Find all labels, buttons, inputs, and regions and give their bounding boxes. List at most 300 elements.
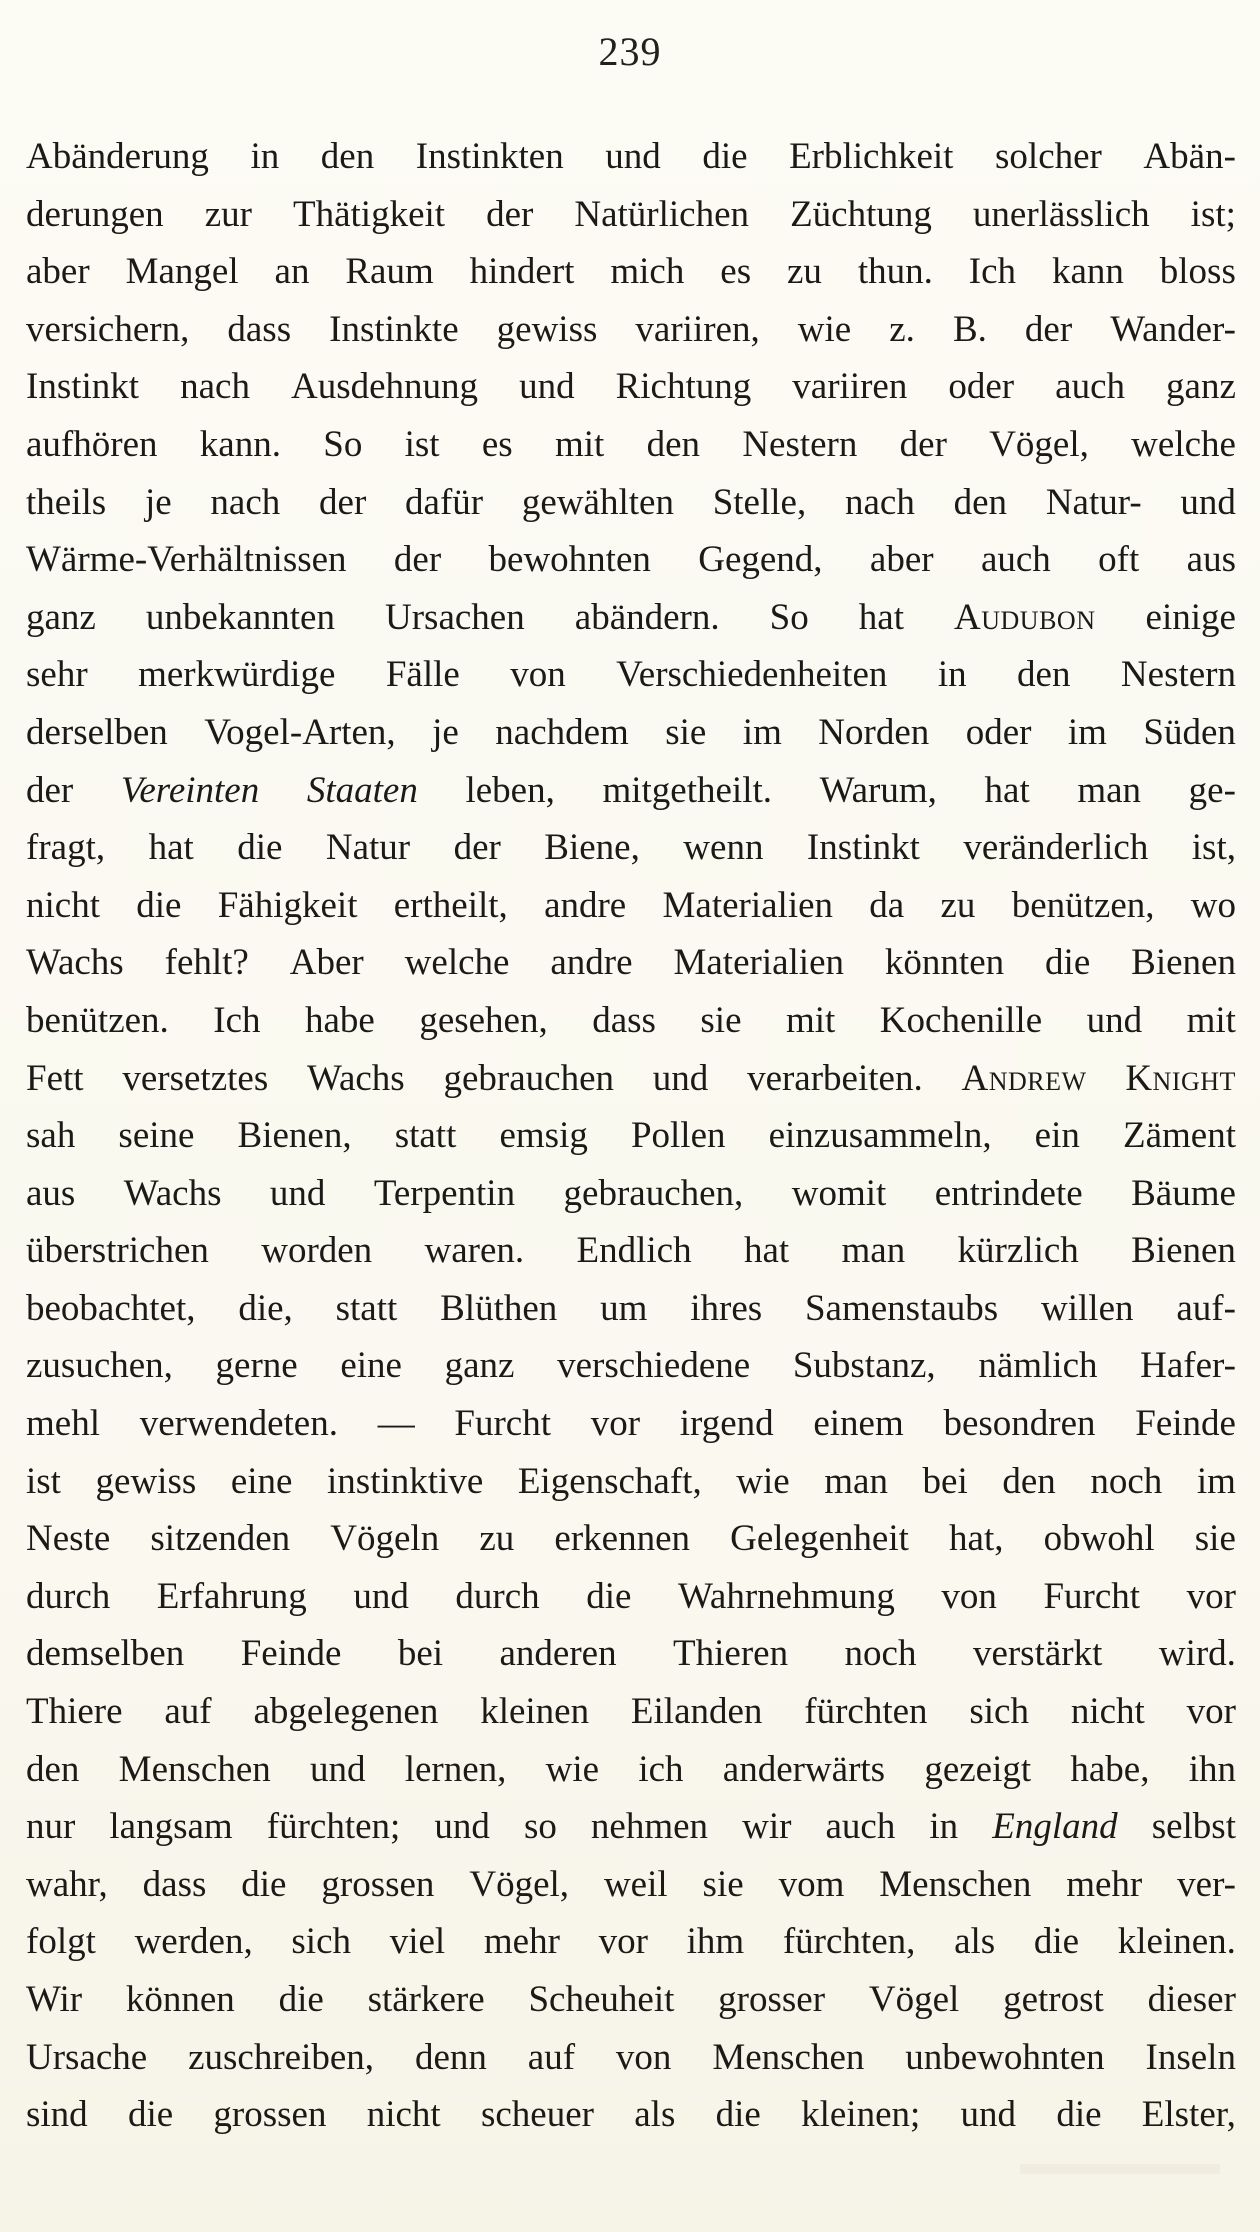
word: sah	[26, 1115, 76, 1157]
word: Zäment	[1122, 1115, 1236, 1157]
word: waren.	[424, 1230, 525, 1272]
word: Menschen	[712, 2036, 865, 2078]
text-line	[26, 2029, 1236, 2087]
word: merkwürdige	[138, 654, 336, 696]
word: die,	[238, 1287, 293, 1329]
word: und	[519, 366, 575, 408]
word: vor	[598, 1921, 648, 1963]
text-line	[26, 2086, 1236, 2144]
word: noch	[844, 1633, 917, 1675]
word: unbewohnten	[905, 2036, 1105, 2078]
word: hat	[984, 769, 1030, 811]
word: nehmen	[590, 1806, 709, 1848]
word: Eigenschaft,	[517, 1460, 702, 1502]
word: thun.	[857, 251, 933, 293]
word: ihres	[690, 1287, 763, 1329]
word: man	[841, 1230, 906, 1272]
word: Nestern	[1120, 654, 1236, 696]
word: ganz	[1166, 366, 1236, 408]
word: kleinen.	[1117, 1921, 1236, 1963]
word: aus	[26, 1172, 76, 1214]
word: können	[125, 1979, 235, 2020]
text-line	[26, 1741, 1236, 1799]
text-line	[26, 877, 1236, 935]
word: nach	[844, 481, 915, 523]
word: oder	[948, 366, 1015, 408]
word: in	[937, 654, 967, 696]
word: veränderlich	[963, 827, 1149, 869]
word: Ursachen	[385, 596, 525, 638]
word: der	[393, 539, 442, 581]
text-line	[26, 1856, 1236, 1914]
text-line	[26, 358, 1236, 416]
word: einzusammeln,	[768, 1115, 992, 1157]
word: habe,	[1070, 1748, 1150, 1790]
word: dafür	[405, 481, 484, 523]
word: leben,	[465, 769, 555, 811]
word: die	[702, 136, 748, 177]
word: ein	[1034, 1115, 1080, 1157]
word: Ursache	[26, 2036, 148, 2078]
word: kleinen;	[801, 2094, 921, 2136]
word: fürchten	[804, 1691, 928, 1733]
word: den	[320, 136, 375, 177]
word: gewiss	[95, 1460, 197, 1502]
word: z.	[889, 308, 915, 350]
word: statt	[335, 1287, 398, 1329]
word: wo	[1190, 884, 1236, 926]
word: verarbeiten.	[747, 1057, 923, 1099]
word: werden,	[134, 1921, 253, 1963]
word: wie	[545, 1748, 600, 1790]
word: verstärkt	[972, 1633, 1103, 1675]
word: Andrew	[961, 1057, 1087, 1099]
word: theils	[26, 481, 107, 523]
word: hindert	[469, 251, 575, 293]
word: Audubon	[954, 596, 1096, 638]
word: und	[1086, 999, 1143, 1041]
word: bloss	[1159, 251, 1236, 293]
word: und	[960, 2094, 1017, 2136]
word: in	[250, 136, 280, 177]
word: nicht	[1070, 1691, 1145, 1733]
word: grosser	[718, 1979, 826, 2020]
word: besondren	[943, 1403, 1096, 1445]
word: Bienen	[1131, 1230, 1236, 1272]
word: Thiere	[26, 1691, 123, 1733]
word: mitgetheilt.	[602, 769, 773, 811]
word: Natur	[325, 827, 411, 869]
word: beobachtet,	[26, 1287, 196, 1329]
word: vom	[778, 1863, 845, 1905]
word: wir	[742, 1806, 792, 1848]
word: ganz	[444, 1345, 515, 1387]
word: mehl	[26, 1403, 100, 1445]
text-line	[26, 243, 1236, 301]
word: irgend	[679, 1403, 774, 1445]
word: wie	[736, 1460, 790, 1502]
word: zur	[204, 193, 252, 235]
word: die	[127, 2094, 174, 2136]
word: es	[720, 251, 752, 293]
word: die	[237, 827, 283, 869]
text-line	[26, 531, 1236, 589]
text-line	[26, 1568, 1236, 1626]
word: die	[586, 1575, 632, 1617]
word: sitzenden	[150, 1518, 291, 1560]
word: fürchten;	[266, 1806, 401, 1848]
word: Materialien	[662, 884, 834, 926]
text-line	[26, 1337, 1236, 1395]
word: Vögel,	[469, 1863, 570, 1905]
text-line	[26, 819, 1236, 877]
word: zu	[940, 884, 976, 926]
word: dass	[227, 308, 292, 350]
word: Knight	[1125, 1057, 1236, 1099]
word: Blüthen	[440, 1287, 558, 1329]
show-through-smudge	[1020, 2150, 1220, 2190]
word: und	[652, 1057, 709, 1099]
word: auf-	[1176, 1287, 1236, 1329]
text-line	[26, 646, 1236, 704]
word: es	[481, 423, 513, 465]
word: ist,	[1191, 827, 1236, 869]
word: ist;	[1190, 193, 1236, 235]
word: den	[1017, 654, 1071, 696]
word: unbekannten	[145, 596, 335, 638]
word: wenn	[683, 827, 764, 869]
word: die	[136, 884, 182, 926]
word: von	[615, 2036, 672, 2078]
word: Instinkt	[26, 366, 140, 408]
word: selbst	[1151, 1806, 1236, 1848]
page-number: 239	[598, 29, 662, 74]
word: statt	[394, 1115, 457, 1157]
word: kleinen	[480, 1691, 590, 1733]
word: gesehen,	[419, 999, 548, 1041]
word: aber	[869, 539, 934, 581]
word: den	[953, 481, 1008, 523]
word: willen	[1041, 1287, 1134, 1329]
word: So	[769, 596, 809, 638]
word: bei	[397, 1633, 444, 1675]
word: Ausdehnung	[290, 366, 479, 408]
word: viel	[389, 1921, 446, 1963]
word: noch	[1090, 1460, 1163, 1502]
word: bei	[922, 1460, 968, 1502]
word: weil	[603, 1863, 668, 1905]
word: Gegend,	[698, 539, 823, 581]
word: kann	[1051, 251, 1124, 293]
word: an	[274, 251, 310, 293]
word: sich	[969, 1691, 1029, 1733]
word: Wir	[26, 1979, 83, 2020]
word: sind	[26, 2094, 88, 2136]
word: und	[1180, 481, 1236, 523]
word: wahr,	[26, 1863, 108, 1905]
word: anderen	[499, 1633, 617, 1675]
word: ver-	[1177, 1863, 1236, 1905]
word: Feinde	[1135, 1403, 1236, 1445]
text-line	[26, 1683, 1236, 1741]
word: England	[992, 1806, 1118, 1848]
word: Substanz,	[792, 1345, 936, 1387]
word: den	[1002, 1460, 1056, 1502]
word: Erblichkeit	[789, 136, 954, 177]
word: eine	[340, 1345, 402, 1387]
word: auch	[1055, 366, 1126, 408]
word: dass	[142, 1863, 207, 1905]
word: mich	[610, 251, 685, 293]
word: derungen	[26, 193, 164, 235]
word: So	[323, 423, 363, 465]
word: verwendeten.	[139, 1403, 338, 1445]
word: vor	[1186, 1575, 1236, 1617]
word: andre	[544, 884, 627, 926]
word: Abänderung	[26, 136, 209, 177]
word: Menschen	[879, 1863, 1032, 1905]
word: Vögel,	[989, 423, 1089, 465]
text-line	[26, 1165, 1236, 1223]
word: folgt	[26, 1921, 96, 1963]
word: ist	[404, 423, 440, 465]
word: oft	[1098, 539, 1140, 581]
word: denn	[414, 2036, 487, 2078]
word: gebrauchen,	[563, 1172, 744, 1214]
word: der	[1024, 308, 1073, 350]
word: so	[523, 1806, 557, 1848]
word: durch	[455, 1575, 540, 1617]
word: die	[241, 1863, 287, 1905]
word: den	[26, 1748, 80, 1790]
word: die	[1056, 2094, 1102, 2136]
word: ganz	[26, 596, 96, 638]
word: man	[1077, 769, 1142, 811]
text-line	[26, 1395, 1236, 1453]
word: nicht	[26, 884, 100, 926]
word: Feinde	[240, 1633, 342, 1675]
word: eine	[230, 1460, 293, 1502]
word: Aber	[289, 942, 364, 984]
word: Neste	[26, 1518, 111, 1560]
text-line	[26, 1971, 1236, 2029]
word: derselben	[26, 711, 168, 753]
word: Kochenille	[879, 999, 1043, 1041]
word: abgelegenen	[253, 1691, 439, 1733]
word: auch	[980, 539, 1051, 581]
word: sie	[702, 1863, 744, 1905]
word: nach	[180, 366, 250, 408]
word: Stelle,	[712, 481, 807, 523]
text-line	[26, 704, 1236, 762]
word: fehlt?	[164, 942, 249, 984]
word: Züchtung	[790, 193, 932, 235]
word: Inseln	[1145, 2036, 1236, 2078]
word: sie	[700, 999, 742, 1041]
word: der	[899, 423, 947, 465]
word: Pollen	[630, 1115, 726, 1157]
word: gerne	[215, 1345, 298, 1387]
word: Richtung	[615, 366, 752, 408]
word: womit	[791, 1172, 887, 1214]
word: mehr	[483, 1921, 560, 1963]
word: wird.	[1158, 1633, 1236, 1675]
word: aus	[1186, 539, 1236, 581]
text-line	[26, 474, 1236, 532]
word: fürchten,	[782, 1921, 916, 1963]
word: auch	[825, 1806, 896, 1848]
word: hat	[858, 596, 904, 638]
word: im	[742, 711, 782, 753]
word: hat,	[949, 1518, 1004, 1560]
word: kürzlich	[957, 1230, 1079, 1272]
word: gewählten	[521, 481, 674, 523]
word: instinktive	[327, 1460, 484, 1502]
word: variiren,	[635, 308, 760, 350]
word: obwohl	[1043, 1518, 1155, 1560]
body-text	[26, 128, 1236, 2144]
word: Gelegenheit	[730, 1518, 909, 1560]
word: hat	[148, 827, 194, 869]
text-line	[26, 1510, 1236, 1568]
word: ich	[638, 1748, 684, 1790]
word: Mangel	[125, 251, 239, 293]
word: die	[715, 2094, 761, 2136]
word: Furcht	[1043, 1575, 1141, 1617]
word: je	[432, 711, 459, 753]
word: verschiedene	[557, 1345, 751, 1387]
word: versetztes	[122, 1057, 269, 1099]
word: der	[26, 769, 74, 811]
word: Wander-	[1110, 308, 1236, 350]
word: zusuchen,	[26, 1345, 173, 1387]
word: versichern,	[26, 308, 190, 350]
word: und	[269, 1172, 326, 1214]
word: die	[278, 1979, 324, 2020]
word: mit	[785, 999, 836, 1041]
word: Norden	[818, 711, 930, 753]
word: solcher	[995, 136, 1102, 177]
word: und	[605, 136, 661, 177]
word: Eilanden	[630, 1691, 763, 1733]
word: die	[1045, 942, 1091, 984]
word: ertheilt,	[393, 884, 508, 926]
word: Ich	[213, 999, 261, 1041]
word: getrost	[1003, 1979, 1104, 2020]
word: man	[824, 1460, 888, 1502]
word: der	[453, 827, 501, 869]
word: als	[634, 2094, 676, 2136]
word: auf	[164, 1691, 212, 1733]
word: Biene,	[544, 827, 640, 869]
word: sich	[291, 1921, 352, 1963]
word: da	[869, 884, 905, 926]
word: emsig	[499, 1115, 588, 1157]
word: Erfahrung	[156, 1575, 307, 1617]
word: habe	[304, 999, 375, 1041]
text-line	[26, 1798, 1236, 1856]
word: Hafer-	[1140, 1345, 1236, 1387]
word: Wachs	[26, 942, 124, 984]
word: dass	[592, 999, 656, 1041]
word: Süden	[1143, 711, 1236, 753]
word: wie	[797, 308, 852, 350]
word: Bienen	[1131, 942, 1236, 984]
word: ihm	[686, 1921, 745, 1963]
word: im	[1067, 711, 1107, 753]
word: Scheuheit	[528, 1979, 675, 2020]
word: unerlässlich	[972, 193, 1150, 235]
word: Instinkt	[806, 827, 920, 869]
word: zuschreiben,	[188, 2036, 375, 2078]
word: Elster,	[1141, 2094, 1236, 2136]
word: nachdem	[495, 711, 629, 753]
word: und	[353, 1575, 409, 1617]
text-line	[26, 934, 1236, 992]
word: gebrauchen	[443, 1057, 614, 1099]
word: der	[319, 481, 367, 523]
word: Abän-	[1143, 136, 1236, 177]
text-line	[26, 416, 1236, 474]
word: ist	[26, 1460, 61, 1502]
word: von	[941, 1575, 997, 1617]
word: grossen	[321, 1863, 435, 1905]
word: Vogel-Arten,	[204, 711, 396, 753]
word: nach	[210, 481, 281, 523]
word: von	[510, 654, 566, 696]
word: Wärme-Verhältnissen	[26, 539, 347, 581]
word: zu	[479, 1518, 515, 1560]
word: fragt,	[26, 827, 106, 869]
word: Menschen	[118, 1748, 271, 1790]
word: Nestern	[742, 423, 858, 465]
word: mit	[1186, 999, 1236, 1041]
word: gezeigt	[924, 1748, 1032, 1790]
word: Instinkte	[329, 308, 459, 350]
word: als	[954, 1921, 996, 1963]
word: im	[1196, 1460, 1236, 1502]
word: variiren	[792, 366, 908, 408]
word: lernen,	[404, 1748, 507, 1790]
word: Warum,	[819, 769, 937, 811]
word: überstrichen	[26, 1230, 209, 1272]
word: entrindete	[934, 1172, 1083, 1214]
word: welche	[1131, 423, 1236, 465]
word: Bienen,	[237, 1115, 352, 1157]
word: Instinkten	[415, 136, 564, 177]
word: Thätigkeit	[292, 193, 446, 235]
word: welche	[404, 942, 510, 984]
word: Vögel	[868, 1979, 960, 2020]
word: und	[434, 1806, 490, 1848]
word: je	[144, 481, 172, 523]
word: sie	[665, 711, 707, 753]
word: Thieren	[673, 1633, 789, 1675]
word: grossen	[213, 2094, 327, 2136]
word: könnten	[884, 942, 1005, 984]
word: Natur-	[1045, 481, 1142, 523]
word: B.	[952, 308, 987, 350]
text-line	[26, 1625, 1236, 1683]
word: ge-	[1188, 769, 1236, 811]
word: mit	[554, 423, 605, 465]
word: und	[309, 1748, 366, 1790]
word: —	[377, 1403, 415, 1445]
word: durch	[26, 1575, 111, 1617]
word: langsam	[109, 1806, 233, 1848]
word: Terpentin	[373, 1172, 516, 1214]
word: Bäume	[1131, 1172, 1236, 1214]
